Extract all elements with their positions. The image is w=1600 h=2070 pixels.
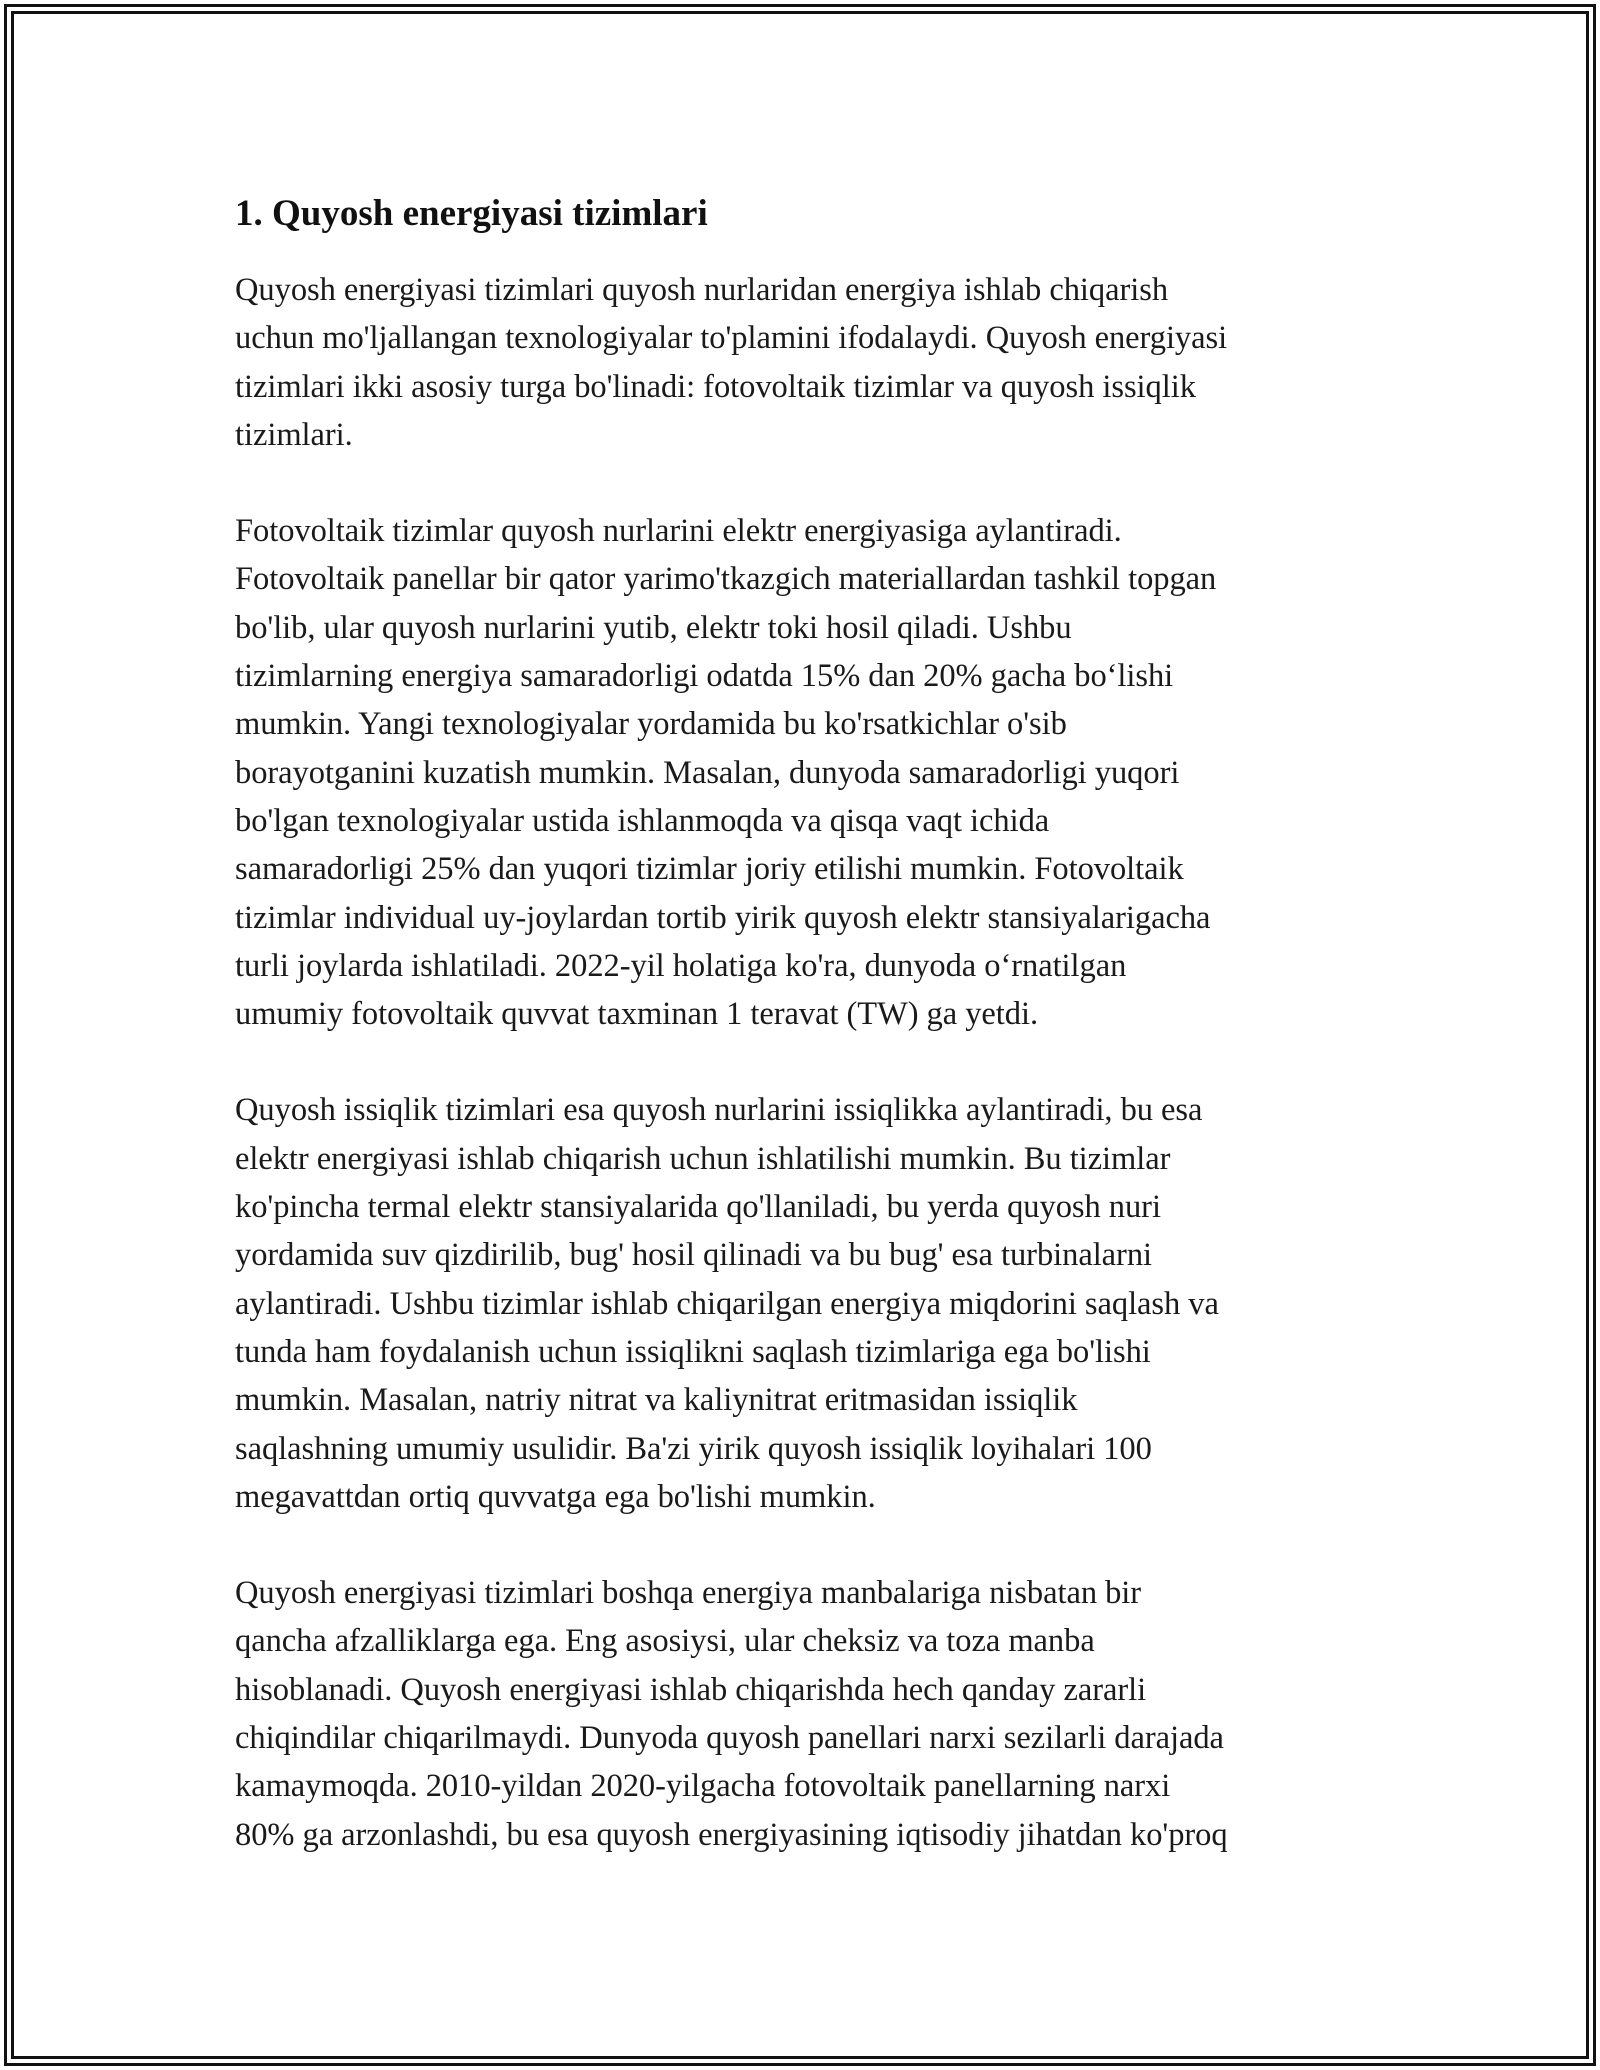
text-line: tizimlari ikki asosiy turga bo'linadi: fotovoltaik tizimlar va quyosh issiqlik [235, 368, 1196, 405]
text-line: hisoblanadi. Quyosh energiyasi ishlab chiqarishda hech qanday zararli [235, 1671, 1147, 1708]
text-line: kamaymoqda. 2010-yildan 2020-yilgacha fotovoltaik panellarning narxi [235, 1768, 1171, 1805]
text-line: uchun mo'ljallangan texnologiyalar to'plamini ifodalaydi. Quyosh energiyasi [235, 320, 1228, 357]
text-line: bo'lgan texnologiyalar ustida ishlanmoqda va qisqa vaqt ichida [235, 802, 1050, 839]
paragraph-thermal [235, 1086, 1365, 1521]
text-line: Fotovoltaik tizimlar quyosh nurlarini elektr energiyasiga aylantiradi. [235, 513, 1122, 550]
text-line: yordamida suv qizdirilib, bug' hosil qilinadi va bu bug' esa turbinalarni [235, 1237, 1152, 1274]
text-line: borayotganini kuzatish mumkin. Masalan, dunyoda samaradorligi yuqori [235, 754, 1180, 791]
paragraph-photovoltaic [235, 507, 1365, 1038]
text-line: tizimlarning energiya samaradorligi odatda 15% dan 20% gacha bo‘lishi [235, 658, 1174, 695]
text-line: ko'pincha termal elektr stansiyalarida qo'llaniladi, bu yerda quyosh nuri [235, 1189, 1161, 1226]
text-line: Quyosh issiqlik tizimlari esa quyosh nurlarini issiqlikka aylantiradi, bu esa [235, 1092, 1203, 1129]
text-line: Fotovoltaik panellar bir qator yarimo'tkazgich materiallardan tashkil topgan [235, 561, 1217, 598]
text-line: mumkin. Yangi texnologiyalar yordamida bu ko'rsatkichlar o'sib [235, 706, 1067, 743]
text-line: turli joylarda ishlatiladi. 2022-yil holatiga ko'ra, dunyoda o‘rnatilgan [235, 947, 1127, 984]
text-line: aylantiradi. Ushbu tizimlar ishlab chiqarilgan energiya miqdorini saqlash va [235, 1285, 1219, 1322]
paragraph-intro [235, 266, 1365, 459]
text-line: saqlashning umumiy usulidir. Ba'zi yirik quyosh issiqlik loyihalari 100 [235, 1430, 1152, 1467]
text-line: elektr energiyasi ishlab chiqarish uchun ishlatilishi mumkin. Bu tizimlar [235, 1140, 1171, 1177]
text-line: tizimlar individual uy-joylardan tortib yirik quyosh elektr stansiyalarigacha [235, 899, 1211, 936]
text-line: qancha afzalliklarga ega. Eng asosiysi, ular cheksiz va toza manba [235, 1623, 1095, 1660]
text-line: umumiy fotovoltaik quvvat taxminan 1 teravat (TW) ga yetdi. [235, 996, 1039, 1033]
document-body [235, 186, 1365, 1907]
paragraph-advantages [235, 1569, 1365, 1859]
text-line: bo'lib, ular quyosh nurlarini yutib, elektr toki hosil qiladi. Ushbu [235, 609, 1072, 646]
text-line: chiqindilar chiqarilmaydi. Dunyoda quyosh panellari narxi sezilarli darajada [235, 1720, 1224, 1757]
section-heading: 1. Quyosh energiyasi tizimlari [235, 193, 708, 234]
text-line: Quyosh energiyasi tizimlari boshqa energiya manbalariga nisbatan bir [235, 1575, 1142, 1612]
text-line: samaradorligi 25% dan yuqori tizimlar joriy etilishi mumkin. Fotovoltaik [235, 851, 1184, 888]
text-line: 80% ga arzonlashdi, bu esa quyosh energiyasining iqtisodiy jihatdan ko'proq [235, 1816, 1228, 1853]
text-line: mumkin. Masalan, natriy nitrat va kaliynitrat eritmasidan issiqlik [235, 1382, 1078, 1419]
text-line: Quyosh energiyasi tizimlari quyosh nurlaridan energiya ishlab chiqarish [235, 272, 1169, 308]
text-line: tizimlari. [235, 416, 353, 453]
text-line: megavattdan ortiq quvvatga ega bo'lishi mumkin. [235, 1478, 876, 1515]
text-line: tunda ham foydalanish uchun issiqlikni saqlash tizimlariga ega bo'lishi [235, 1333, 1151, 1370]
